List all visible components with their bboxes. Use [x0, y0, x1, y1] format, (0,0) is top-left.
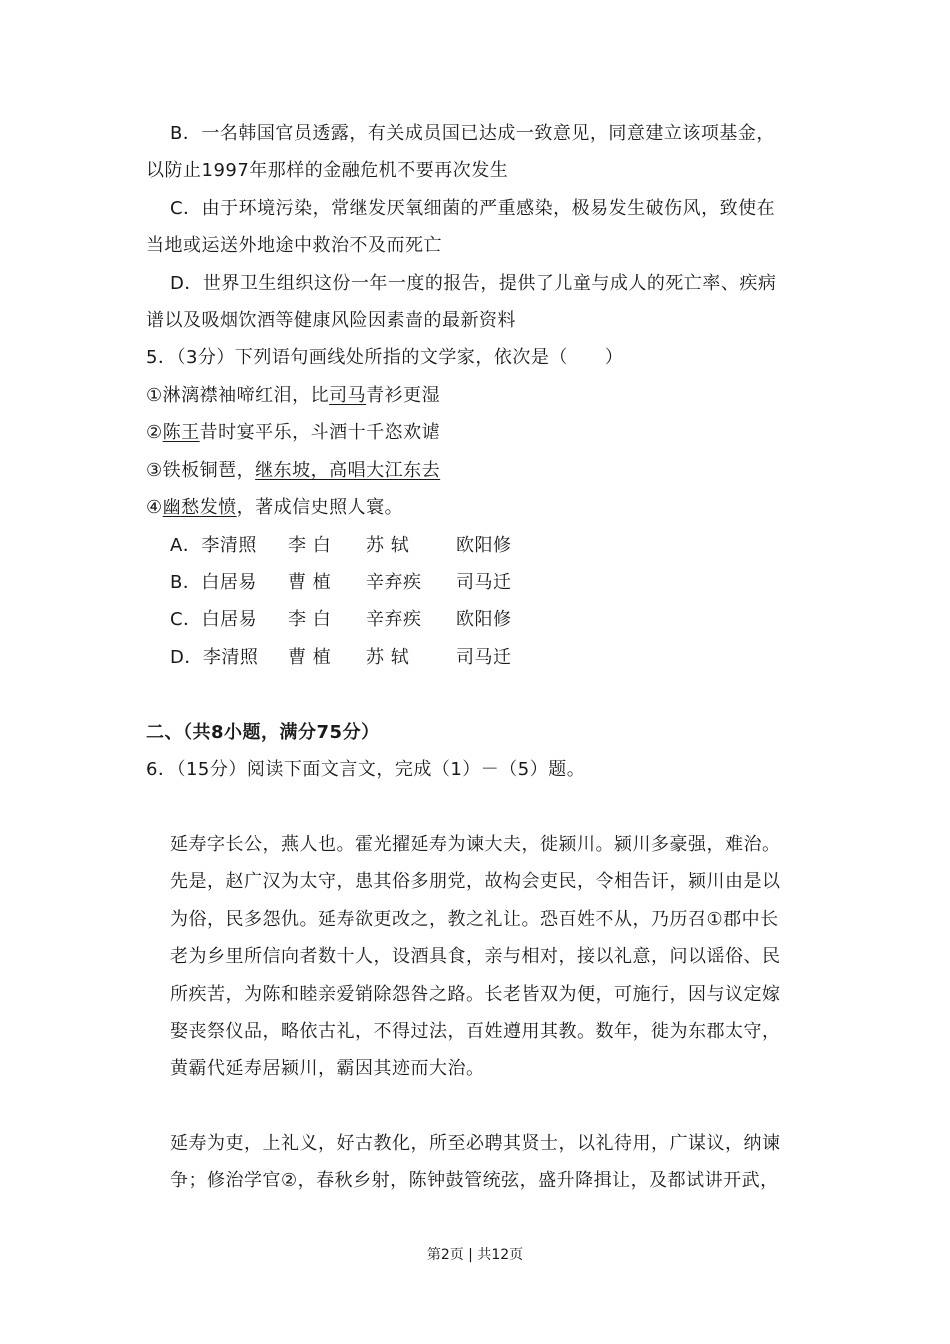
q5-option-a-col3: 苏 轼	[366, 535, 410, 556]
q5-option-b-col3: 辛弃疾	[366, 572, 422, 593]
q5-option-b-col4: 司马迁	[456, 572, 512, 593]
passage-p2-line2: 争；修治学官②，春秋乡射，陈钟鼓管统弦，盛升降揖让，及都试讲开武，	[170, 1170, 779, 1191]
q4-option-c-line2: 当地或运送外地途中救治不及而死亡	[146, 235, 442, 256]
q5-sentence-2	[146, 421, 440, 445]
passage-p1-line7: 黄霸代延寿居颍川，霸因其迹而大治。	[170, 1058, 485, 1079]
passage-p1-line3: 为俗，民多怨仇。延寿欲更改之，教之礼让。恐百姓不从，乃历召①郡中长	[170, 909, 779, 930]
q5-option-b-col1: B．白居易	[170, 572, 257, 593]
q5-s4-pre: ④	[146, 497, 163, 518]
q5-option-d-col3: 苏 轼	[366, 647, 410, 668]
q5-s1-post: 青衫更湿	[366, 385, 441, 406]
q5-option-b	[170, 571, 512, 595]
q5-option-b-col2: 曹 植	[288, 572, 332, 593]
q5-s4-underlined: 幽愁发愤	[162, 497, 237, 518]
q5-option-d-col2: 曹 植	[288, 647, 332, 668]
q4-option-d-line2: 谱以及吸烟饮酒等健康风险因素啬的最新资料	[146, 310, 516, 331]
q5-option-a-col4: 欧阳修	[456, 535, 512, 556]
passage-p1-line1: 延寿字长公，燕人也。霍光擢延寿为谏大夫，徙颍川。颍川多豪强，难治。	[170, 834, 781, 855]
q5-option-d	[170, 646, 512, 670]
q5-option-d-col1: D．李清照	[170, 647, 259, 668]
q4-option-b-line1: B．一名韩国官员透露，有关成员国已达成一致意见，同意建立该项基金，	[170, 123, 775, 144]
q5-option-a-col2: 李 白	[288, 535, 332, 556]
passage-p1-line2: 先是，赵广汉为太守，患其俗多朋党，故构会吏民，令相告讦，颍川由是以	[170, 871, 781, 892]
page-footer: 第2页 | 共12页	[426, 1247, 524, 1263]
q5-option-c-col3: 辛弃疾	[366, 609, 422, 630]
q5-s2-post: 昔时宴平乐，斗酒十千恣欢谑	[199, 422, 441, 443]
passage-p2-line1: 延寿为吏，上礼义，好古教化，所至必聘其贤士，以礼待用，广谋议，纳谏	[170, 1133, 781, 1154]
q4-option-d-line1: D．世界卫生组织这份一年一度的报告，提供了儿童与成人的死亡率、疾病	[170, 273, 777, 294]
q5-option-c-col1: C．白居易	[170, 609, 258, 630]
q5-s3-underlined: 继东坡，高唱大江东去	[255, 460, 441, 481]
q4-option-b-line2: 以防止1997年那样的金融危机不要再次发生	[146, 160, 509, 181]
q5-option-c	[170, 608, 512, 632]
q5-stem: 5．（3分）下列语句画线处所指的文学家，依次是（ ）	[146, 347, 624, 368]
passage-p1-line6: 娶丧祭仪品，略依古礼，不得过法，百姓遵用其教。数年，徙为东郡太守，	[170, 1021, 781, 1042]
q5-sentence-4	[146, 496, 403, 520]
q5-s4-post: ，著成信史照人寰。	[236, 497, 404, 518]
q5-sentence-1	[146, 384, 440, 408]
q5-option-a	[170, 534, 512, 558]
q5-s1-underlined: 司马	[329, 385, 367, 406]
passage-p1-line5: 所疾苦，为陈和睦亲爱销除怨咎之路。长老皆双为便，可施行，因与议定嫁	[170, 984, 781, 1005]
q4-option-c-line1: C．由于环境污染，常继发厌氧细菌的严重感染，极易发生破伤风，致使在	[170, 198, 776, 219]
passage-p1-line4: 老为乡里所信向者数十人，设酒具食，亲与相对，接以礼意，问以谣俗、民	[170, 946, 781, 967]
q5-option-a-col1: A．李清照	[170, 535, 257, 556]
q5-s2-underlined: 陈王	[162, 422, 200, 443]
q5-s3-pre: ③铁板铜琶，	[146, 460, 256, 481]
q5-option-c-col4: 欧阳修	[456, 609, 512, 630]
section-2-heading: 二、（共8小题，满分75分）	[146, 722, 380, 743]
q5-option-c-col2: 李 白	[288, 609, 332, 630]
q5-sentence-3	[146, 459, 440, 483]
q5-s1-pre: ①淋漓襟袖啼红泪，比	[146, 385, 330, 406]
q5-option-d-col4: 司马迁	[456, 647, 512, 668]
q6-stem: 6．（15分）阅读下面文言文，完成（1）－（5）题。	[146, 759, 586, 780]
q5-s2-pre: ②	[146, 422, 163, 443]
